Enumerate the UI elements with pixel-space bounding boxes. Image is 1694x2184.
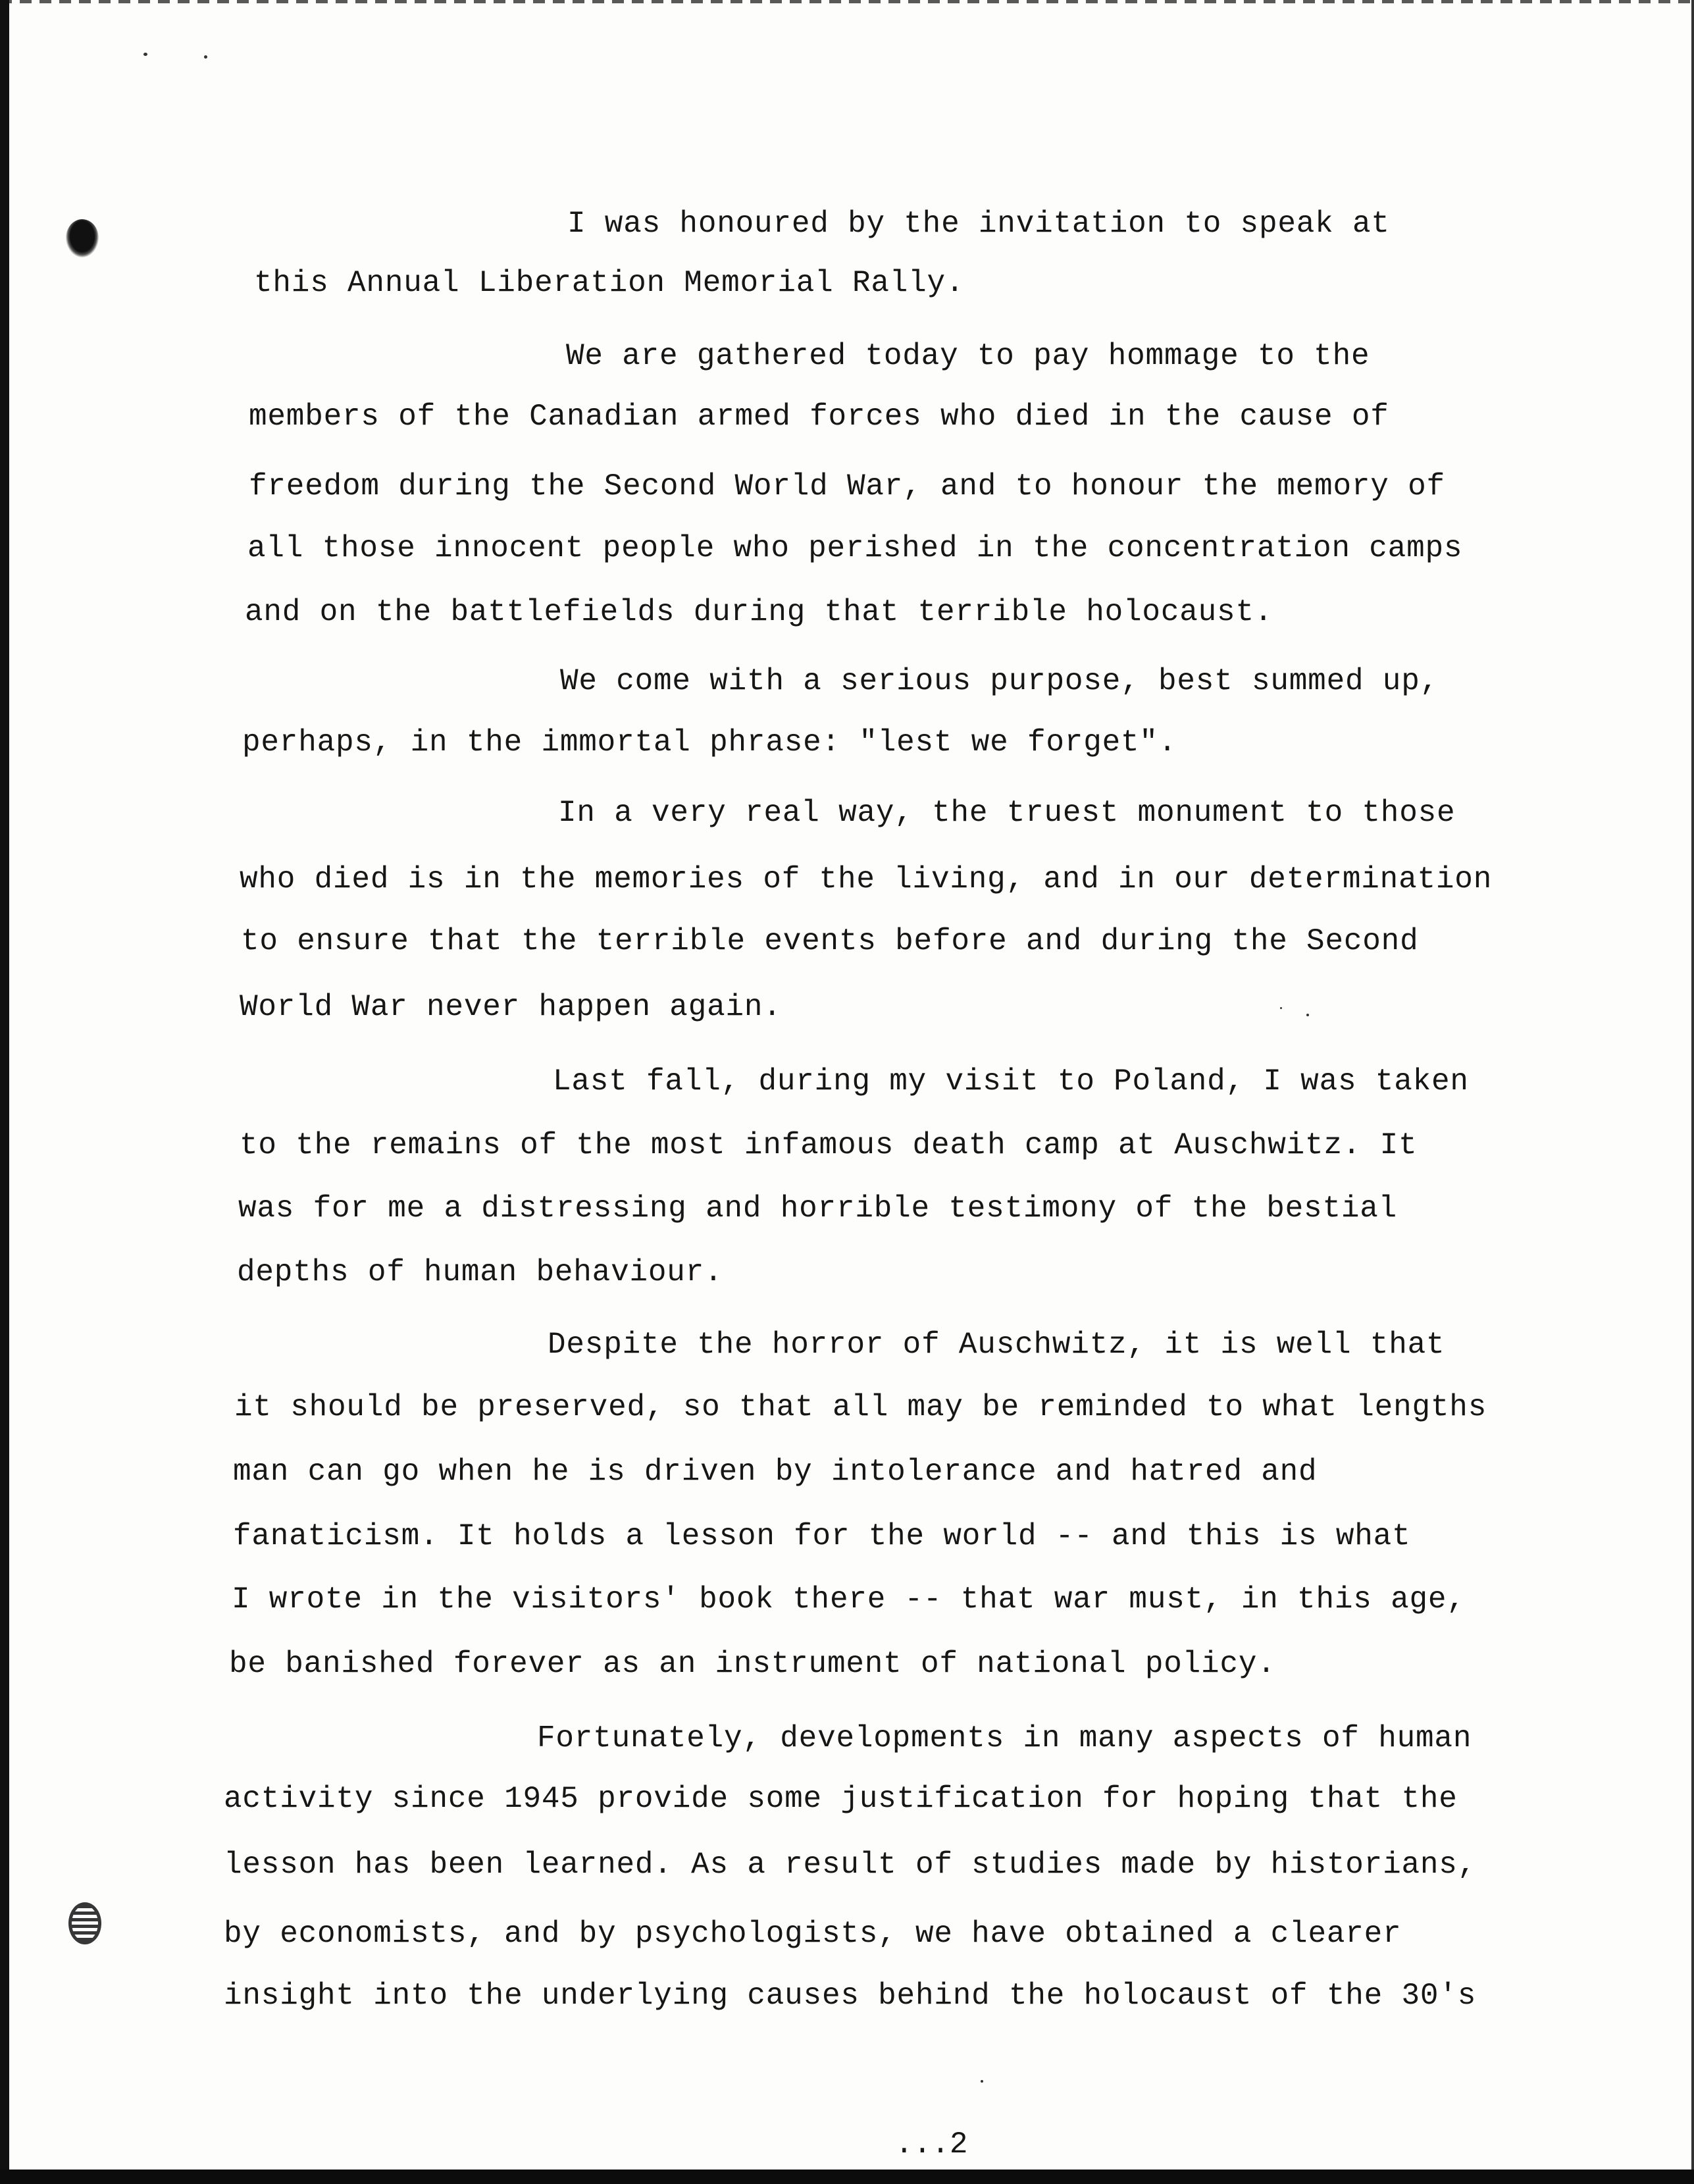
scan-speck xyxy=(1280,1007,1282,1009)
scan-right-edge xyxy=(1691,0,1694,2184)
text-line: I wrote in the visitors' book there -- that war must, in this age, xyxy=(232,1582,1466,1617)
scan-left-edge xyxy=(0,0,9,2184)
binder-hole-mark xyxy=(68,1902,101,1944)
text-line: World War never happen again. xyxy=(240,990,782,1024)
text-line: activity since 1945 provide some justification for hoping that the xyxy=(224,1782,1458,1816)
text-line: We come with a serious purpose, best summed up, xyxy=(560,664,1439,698)
text-line: was for me a distressing and horrible testimony of the bestial xyxy=(238,1191,1398,1226)
text-line: lesson has been learned. As a result of studies made by historians, xyxy=(224,1848,1477,1882)
text-line: and on the battlefields during that terrible holocaust. xyxy=(245,595,1273,629)
scan-bottom-edge xyxy=(0,2170,1694,2184)
text-line: members of the Canadian armed forces who died in the cause of xyxy=(249,400,1389,434)
page-number: ...2 xyxy=(895,2127,968,2162)
binder-hole-mark xyxy=(66,219,99,257)
text-line: to the remains of the most infamous death camp at Auschwitz. It xyxy=(240,1128,1418,1162)
text-line: who died is in the memories of the living, and in our determination xyxy=(240,862,1493,897)
text-line: be banished forever as an instrument of national policy. xyxy=(229,1647,1276,1681)
scan-top-edge xyxy=(0,0,1694,3)
text-line: I was honoured by the invitation to speak at xyxy=(567,207,1390,241)
text-line: it should be preserved, so that all may be reminded to what lengths xyxy=(234,1390,1487,1424)
text-line: all those innocent people who perished in the concentration camps xyxy=(247,531,1463,565)
text-line: man can go when he is driven by intolerance and hatred and xyxy=(233,1455,1318,1489)
text-line: this Annual Liberation Memorial Rally. xyxy=(254,266,965,300)
text-line: In a very real way, the truest monument to those xyxy=(558,796,1456,830)
scan-speck xyxy=(1306,1014,1309,1016)
text-line: We are gathered today to pay hommage to the xyxy=(566,339,1370,373)
text-line: insight into the underlying causes behind the holocaust of the 30's xyxy=(224,1979,1477,2013)
scan-speck xyxy=(204,55,207,59)
text-line: depths of human behaviour. xyxy=(237,1255,723,1289)
text-line: perhaps, in the immortal phrase: "lest we forget". xyxy=(242,725,1177,760)
text-line: to ensure that the terrible events before and during the Second xyxy=(241,924,1419,958)
text-line: fanaticism. It holds a lesson for the world -- and this is what xyxy=(233,1519,1411,1553)
text-line: by economists, and by psychologists, we have obtained a clearer xyxy=(224,1917,1402,1951)
text-line: Last fall, during my visit to Poland, I was taken xyxy=(553,1064,1469,1099)
text-line: Fortunately, developments in many aspects of human xyxy=(537,1721,1472,1755)
scan-speck xyxy=(143,53,147,56)
text-line: freedom during the Second World War, and to honour the memory of xyxy=(249,469,1445,504)
text-line: Despite the horror of Auschwitz, it is well that xyxy=(548,1328,1445,1362)
scan-speck xyxy=(981,2080,983,2083)
